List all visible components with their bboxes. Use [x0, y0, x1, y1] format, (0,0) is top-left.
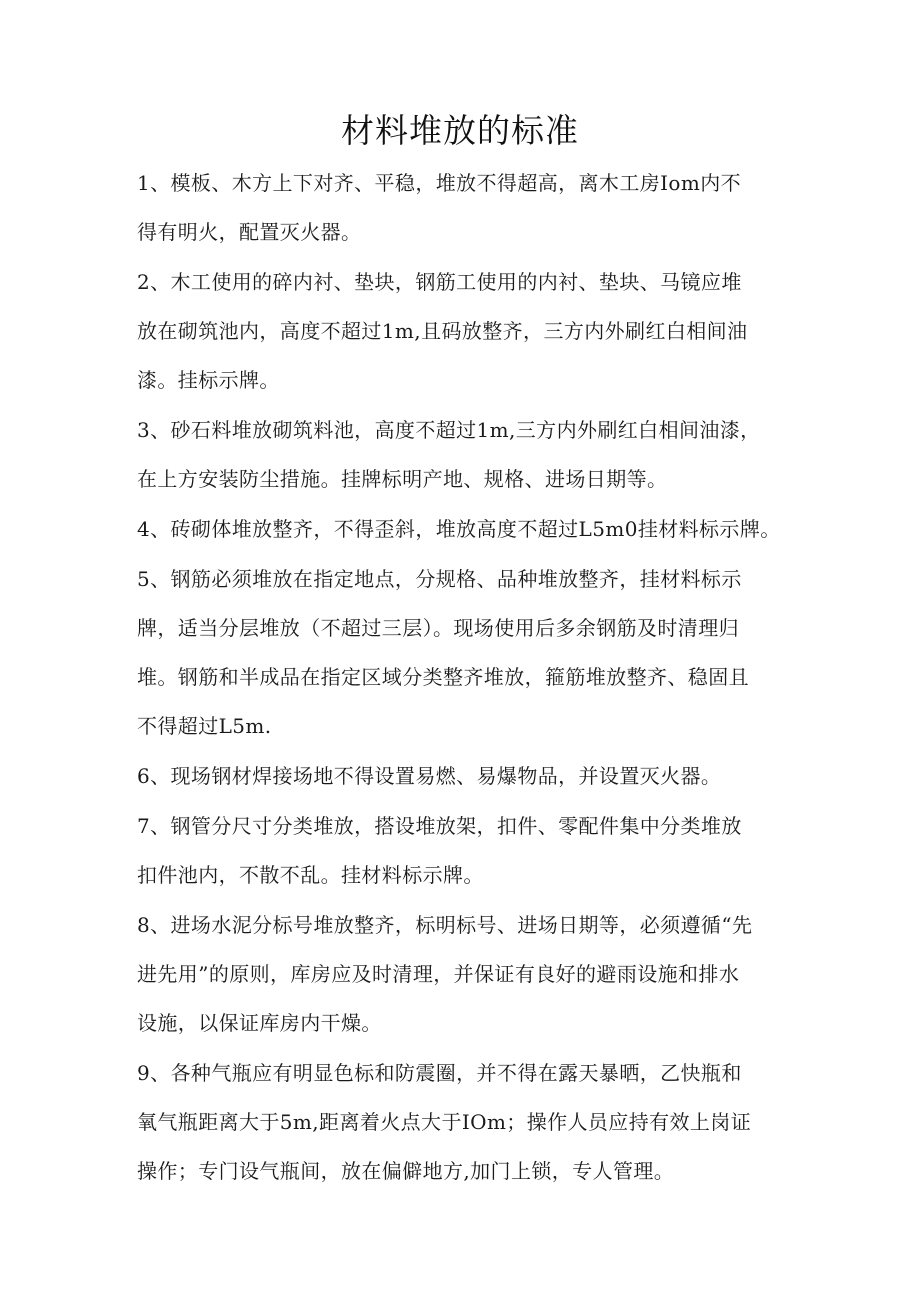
standard-item-7 [137, 807, 817, 894]
item-line: 扣件池内，不散不乱。挂材料标示牌。 [137, 863, 484, 887]
standard-item-2 [137, 263, 817, 399]
standard-item-4 [137, 510, 817, 548]
item-line: 堆。钢筋和半成品在指定区域分类整齐堆放，箍筋堆放整齐、稳固且 [137, 665, 749, 689]
standard-item-5 [137, 560, 817, 745]
standard-item-9 [137, 1054, 817, 1190]
standard-item-1 [137, 164, 817, 251]
item-line: 进先用”的原则，库房应及时清理，并保证有良好的避雨设施和排水 [137, 962, 740, 986]
standard-item-3 [137, 411, 817, 498]
item-line: 9、各种气瓶应有明显色标和防震圈，并不得在露天暴晒，乙快瓶和 [137, 1061, 742, 1085]
document-title: 材料堆放的标准 [341, 111, 579, 150]
item-line: 牌，适当分层堆放（不超过三层）。现场使用后多余钢筋及时清理归 [137, 616, 739, 640]
item-line: 在上方安装防尘措施。挂牌标明产地、规格、进场日期等。 [137, 467, 668, 491]
item-line: 不得超过L5m. [137, 714, 272, 738]
standard-item-8 [137, 906, 817, 1042]
item-line: 6、现场钢材焊接场地不得设置易燃、易爆物品，并设置灭火器。 [137, 764, 722, 788]
standards-list [137, 164, 817, 1190]
item-line: 放在砌筑池内，高度不超过1m,且码放整齐，三方内外刷红白相间油 [137, 319, 748, 343]
standard-item-6 [137, 757, 817, 795]
item-line: 得有明火，配置灭火器。 [137, 220, 362, 244]
item-line: 7、钢管分尺寸分类堆放，搭设堆放架，扣件、零配件集中分类堆放 [137, 814, 742, 838]
item-line: 2、木工使用的碎内衬、垫块，钢筋工使用的内衬、垫块、马镜应堆 [137, 270, 742, 294]
item-line: 1、模板、木方上下对齐、平稳，堆放不得超高，离木工房Iom内不 [137, 171, 742, 195]
item-line: 4、砖砌体堆放整齐，不得歪斜，堆放高度不超过L5m0挂材料标示牌。 [137, 517, 781, 541]
item-line: 氧气瓶距离大于5m,距离着火点大于IOm；操作人员应持有效上岗证 [137, 1110, 752, 1134]
item-line: 5、钢筋必须堆放在指定地点，分规格、品种堆放整齐，挂材料标示 [137, 567, 742, 591]
item-line: 3、砂石料堆放砌筑料池，高度不超过1m,三方内外刷红白相间油漆， [137, 418, 761, 442]
item-line: 操作；专门设气瓶间，放在偏僻地方,加门上锁，专人管理。 [137, 1159, 675, 1183]
item-line: 设施，以保证库房内干燥。 [137, 1011, 382, 1035]
item-line: 漆。挂标示牌。 [137, 368, 280, 392]
item-line: 8、进场水泥分标号堆放整齐，标明标号、进场日期等，必须遵循“先 [137, 913, 753, 937]
